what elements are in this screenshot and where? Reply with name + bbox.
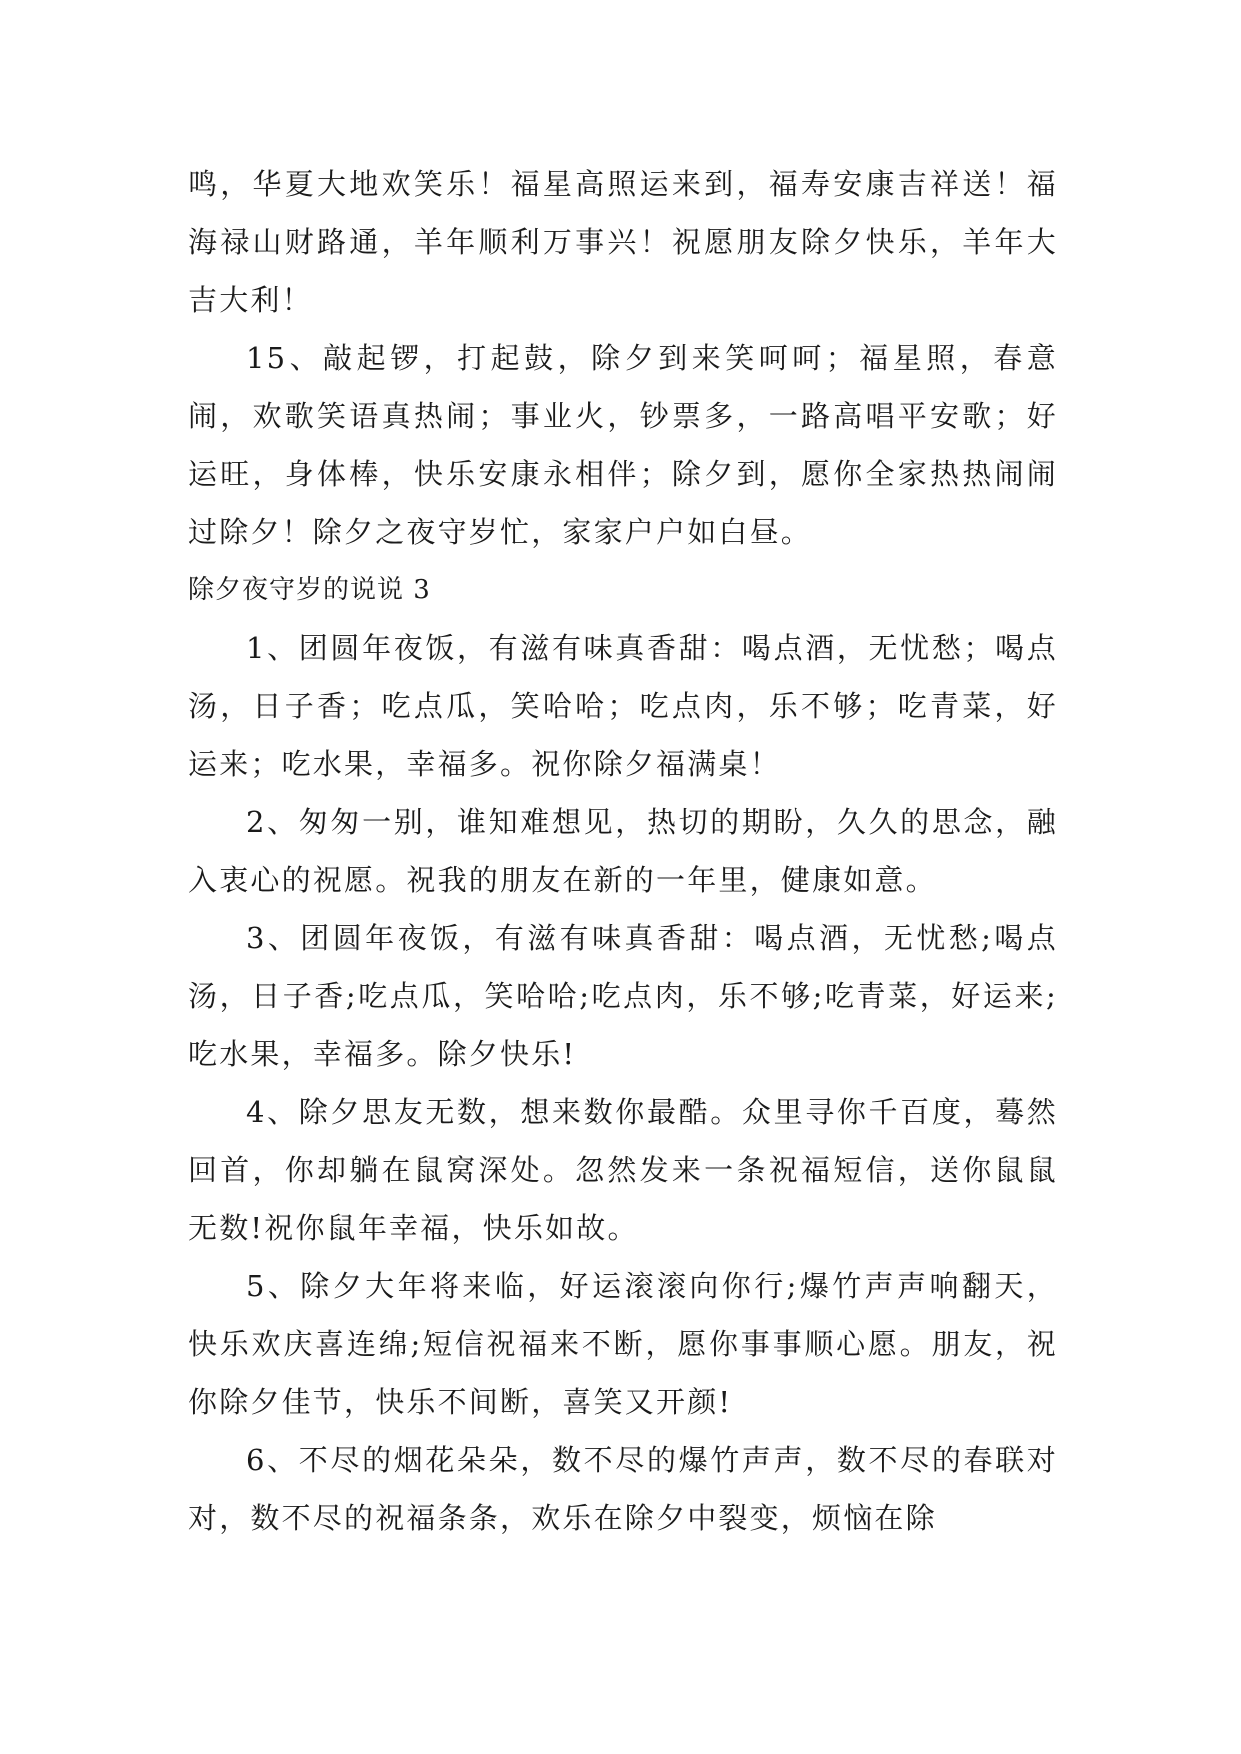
document-page bbox=[188, 155, 1058, 1547]
list-item: 6、不尽的烟花朵朵，数不尽的爆竹声声，数不尽的春联对对，数不尽的祝福条条，欢乐在除夕中裂变，烦恼在除 bbox=[188, 1443, 1058, 1535]
list-item: 2、匆匆一别，谁知难想见，热切的期盼，久久的思念，融入衷心的祝愿。祝我的朋友在新的一年里，健康如意。 bbox=[188, 805, 1058, 897]
list-item: 1、团圆年夜饭，有滋有味真香甜：喝点酒，无忧愁；喝点汤，日子香；吃点瓜，笑哈哈；吃点肉，乐不够；吃青菜，好运来；吃水果，幸福多。祝你除夕福满桌！ bbox=[188, 631, 1058, 781]
section-heading: 除夕夜守岁的说说 3 bbox=[188, 575, 431, 605]
paragraph-continuation: 鸣，华夏大地欢笑乐！福星高照运来到，福寿安康吉祥送！福海禄山财路通，羊年顺利万事兴！祝愿朋友除夕快乐，羊年大吉大利！ bbox=[188, 167, 1058, 317]
list-item: 5、除夕大年将来临，好运滚滚向你行;爆竹声声响翻天，快乐欢庆喜连绵;短信祝福来不断，愿你事事顺心愿。朋友，祝你除夕佳节，快乐不间断，喜笑又开颜! bbox=[188, 1269, 1058, 1419]
list-item: 4、除夕思友无数，想来数你最酷。众里寻你千百度，蓦然回首，你却躺在鼠窝深处。忽然发来一条祝福短信，送你鼠鼠无数!祝你鼠年幸福，快乐如故。 bbox=[188, 1095, 1058, 1245]
paragraph-item-15: 15、敲起锣，打起鼓，除夕到来笑呵呵；福星照，春意闹，欢歌笑语真热闹；事业火，钞票多，一路高唱平安歌；好运旺，身体棒，快乐安康永相伴；除夕到，愿你全家热热闹闹过除夕！除夕之夜守岁忙，家家户户如白昼。 bbox=[188, 341, 1058, 549]
list-item: 3、团圆年夜饭，有滋有味真香甜：喝点酒，无忧愁;喝点汤，日子香;吃点瓜，笑哈哈;吃点肉，乐不够;吃青菜，好运来;吃水果，幸福多。除夕快乐! bbox=[188, 921, 1058, 1071]
